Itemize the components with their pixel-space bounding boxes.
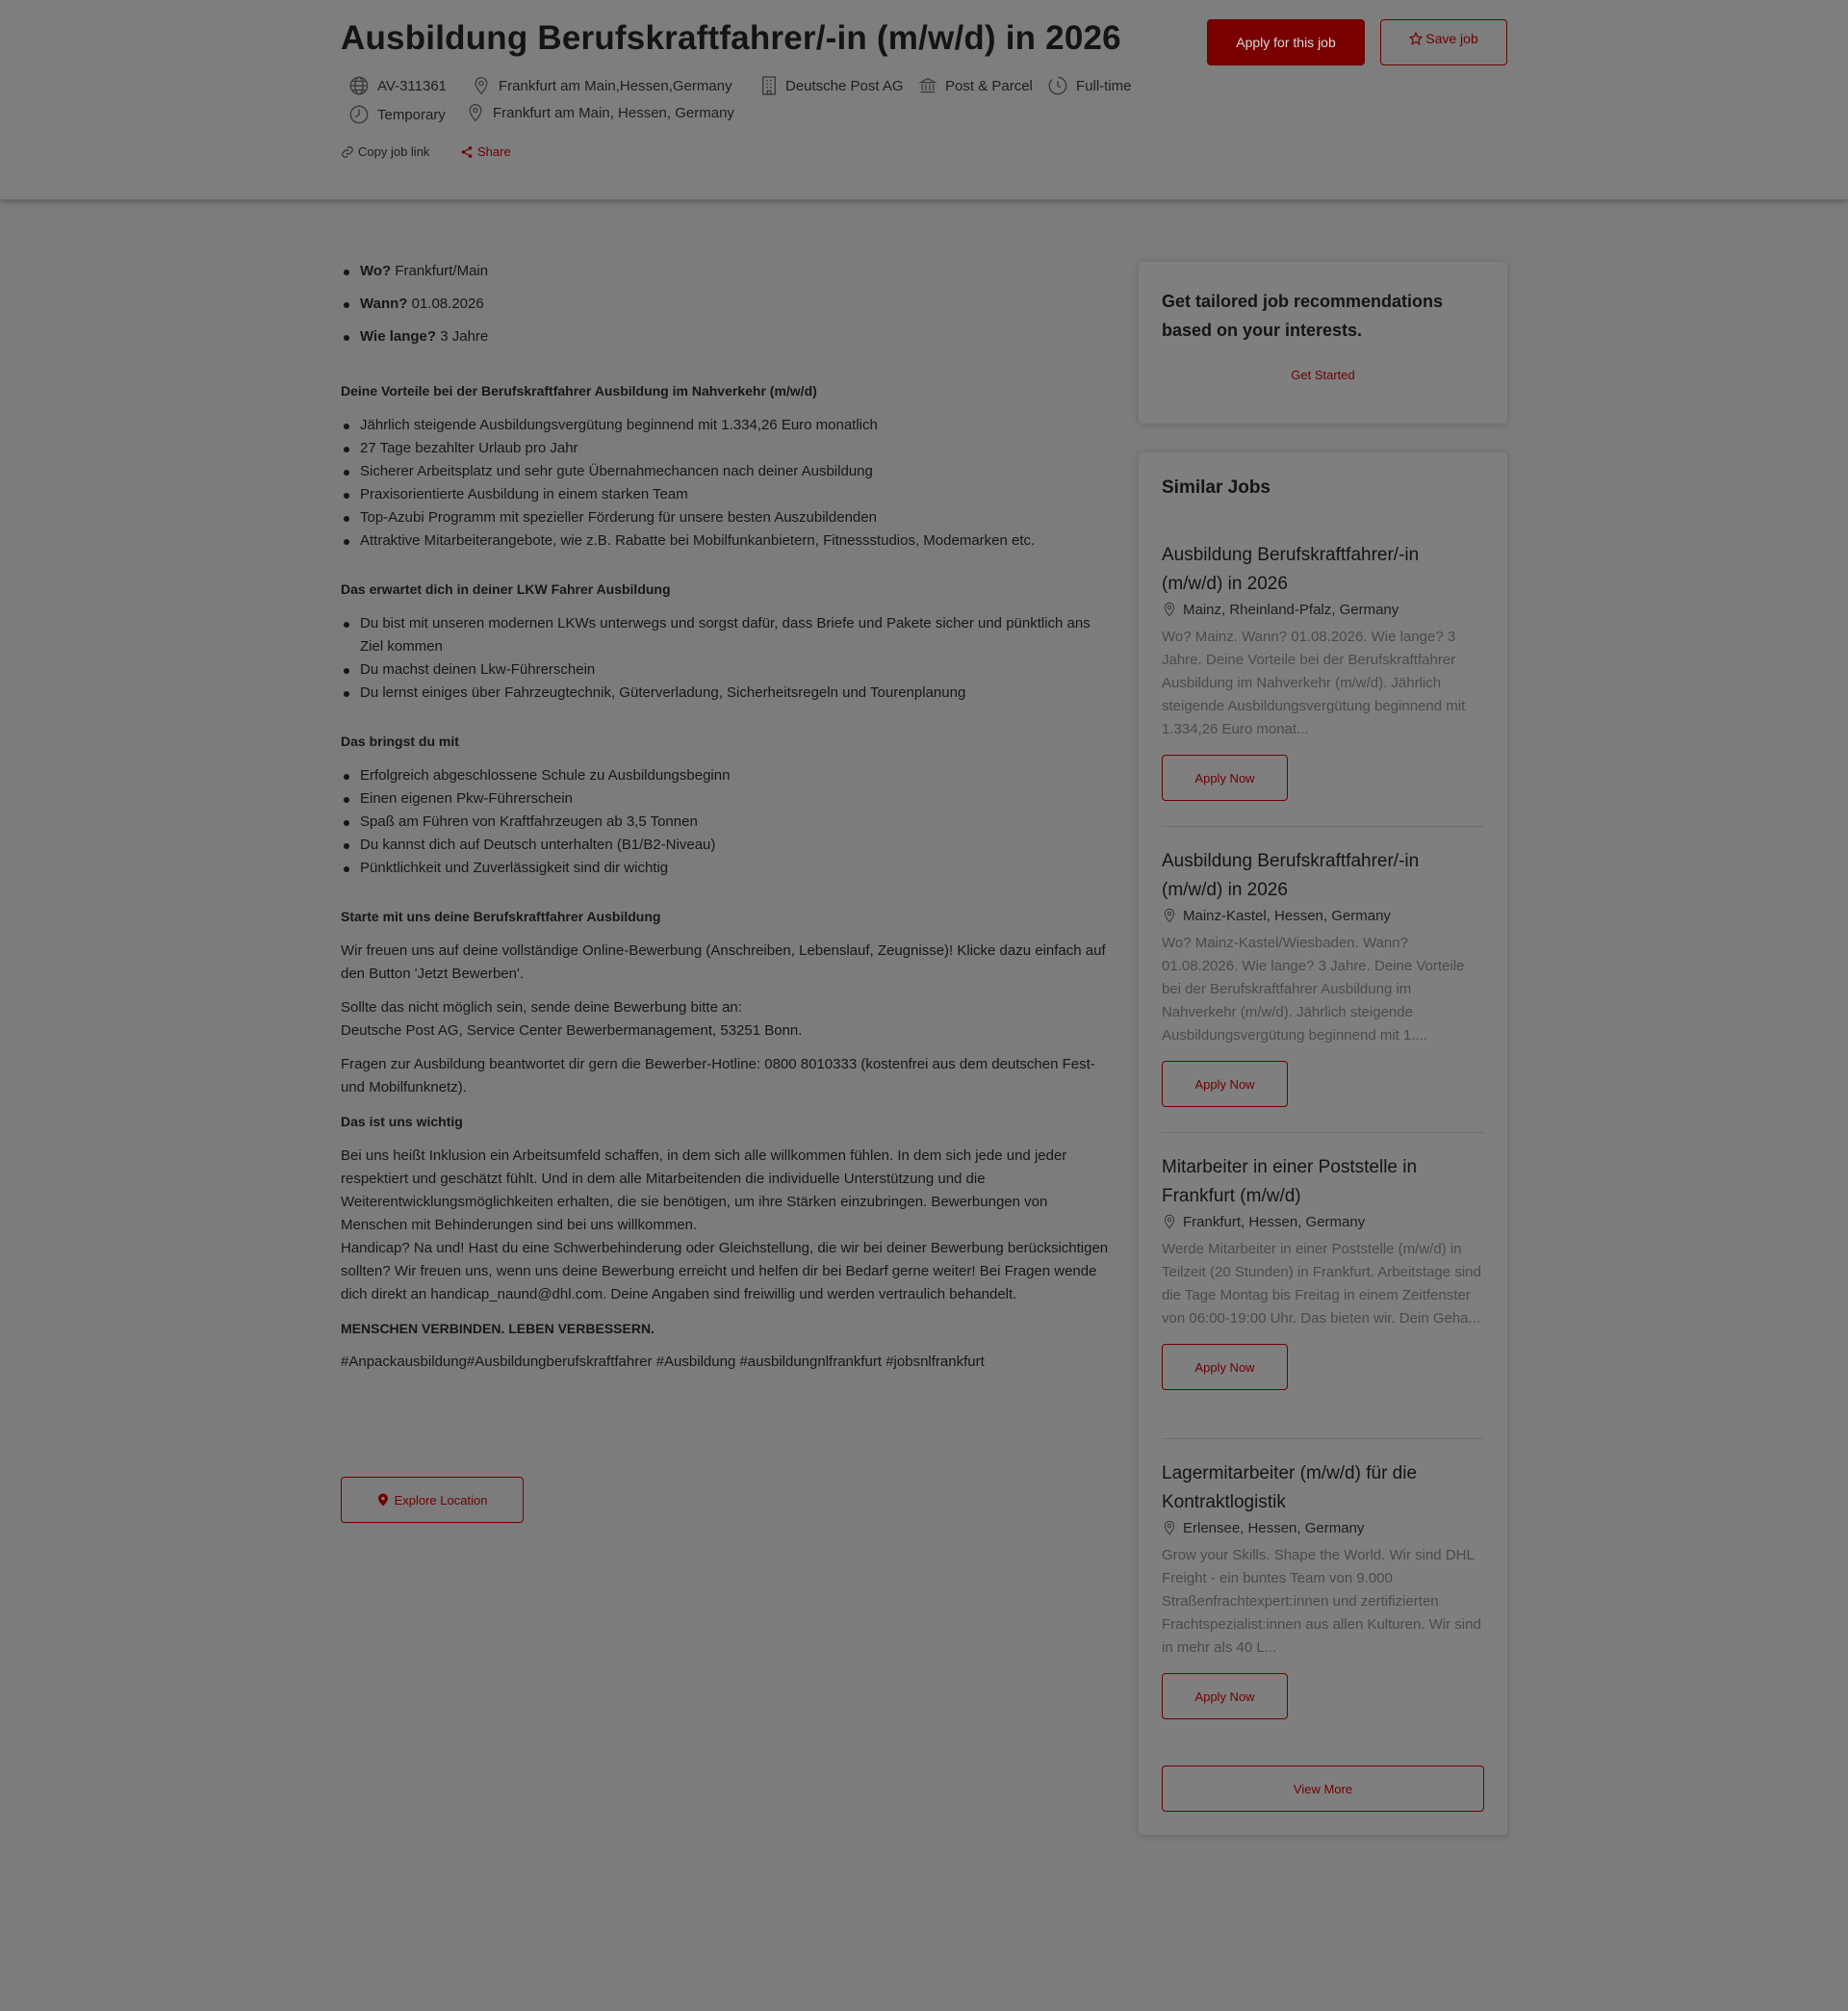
apply-for-job-label: Apply for this job (1236, 35, 1336, 50)
list-item: Du kannst dich auf Deutsch unterhalten (B1/B2-Niveau) (341, 834, 1111, 857)
start-paragraph-hotline: Fragen zur Ausbildung beantwortet dir gern die Bewerber-Hotline: 0800 8010333 (kostenfrei aus dem deutschen Fest- und Mobilfunknetz). (341, 1056, 1095, 1096)
copy-job-link-label: Copy job link (358, 144, 430, 159)
important-heading: Das ist uns wichtig (341, 1114, 463, 1129)
list-item: Attraktive Mitarbeiterangebote, wie z.B. Rabatte bei Mobilfunkanbietern, Fitnessstudios, Modemarken etc. (341, 529, 1111, 553)
list-item: Sicherer Arbeitsplatz und sehr gute Übernahmechancen nach deiner Ausbildung (341, 460, 1111, 483)
job-header (0, 0, 1848, 200)
similar-jobs-title: Similar Jobs (1162, 477, 1270, 498)
location-pin-icon (1162, 1519, 1177, 1536)
important-paragraph-handicap: Handicap? Na und! Hast du eine Schwerbehinderung oder Gleichstellung, die wir bei deiner Bewerbung berücksichtigen sollten? Wir freuen uns, wenn uns deine Bewerbung erreicht und helfen dir bei Bedarf gerne weiter! Bei Fragen wende dich direkt an handicap_naund@dhl.com. Deine Angaben sind freiwillig und werden vertraulich behandelt. (341, 1240, 1109, 1302)
job-description (341, 260, 1111, 1374)
similar-job-location: Mainz, Rheinland-Pfalz, Germany (1162, 601, 1484, 618)
bring-list (341, 764, 1111, 880)
map-pin-icon (377, 1493, 389, 1507)
timer-icon (348, 104, 370, 125)
location-full-text: Frankfurt am Main, Hessen, Germany (493, 104, 734, 121)
copy-job-link[interactable] (341, 144, 429, 159)
recommendation-title: Get tailored job recommendations based on your interests. (1162, 292, 1444, 340)
share-link[interactable] (460, 144, 511, 159)
similar-job-item (1162, 847, 1484, 1107)
similar-job-location: Frankfurt, Hessen, Germany (1162, 1213, 1484, 1230)
important-paragraph-inclusion: Bei uns heißt Inklusion ein Arbeitsumfeld schaffen, in dem sich alle willkommen fühlen. In dem sich jede und jeder respektiert und geschätzt fühlt. Und in dem alle Mitarbeitenden die individuelle Unterstützung und die Weiterentwicklungsmöglichkeiten erhalten, die sie benötigen, um ihre Stärken einzubringen. Bewerbungen von Menschen mit Behinderungen sind bei uns willkommen. (341, 1147, 1067, 1233)
similar-job-title[interactable]: Ausbildung Berufskraftfahrer/-in (m/w/d) in 2026 (1162, 851, 1420, 900)
list-item: Top-Azubi Programm mit spezieller Förderung für unsere besten Auszubildenden (341, 506, 1111, 529)
building-icon (760, 75, 778, 96)
list-item: Praxisorientierte Ausbildung in einem starken Team (341, 483, 1111, 506)
globe-icon (348, 75, 370, 96)
meta-contract (348, 104, 446, 125)
contract-text: Temporary (377, 106, 446, 123)
location-short-text: Frankfurt am Main,Hessen,Germany (499, 77, 732, 94)
location-pin-icon (1162, 907, 1177, 924)
start-paragraph-apply: Wir freuen uns auf deine vollständige Online-Bewerbung (Anschreiben, Lebenslauf, Zeugnisse)! Klicke dazu einfach auf den Button 'Jetzt Bewerben'. (341, 942, 1106, 982)
hashtags: #Anpackausbildung#Ausbildungberufskraftfahrer #Ausbildung #ausbildungnlfrankfurt #jobsnlfrankfurt (341, 1354, 985, 1370)
slogan: MENSCHEN VERBINDEN. LEBEN VERBESSERN. (341, 1321, 654, 1336)
save-job-label: Save job (1425, 31, 1478, 46)
benefits-list (341, 414, 1111, 553)
list-item: Jährlich steigende Ausbildungsvergütung beginnend mit 1.334,26 Euro monatlich (341, 414, 1111, 437)
list-item: Du bist mit unseren modernen LKWs unterwegs und sorgst dafür, dass Briefe und Pakete sicher und pünktlich ans Ziel kommen (341, 612, 1111, 658)
location-pin-icon (466, 102, 485, 123)
similar-job-item (1162, 1153, 1484, 1390)
meta-location-short (472, 75, 732, 96)
benefits-heading: Deine Vorteile bei der Berufskraftfahrer Ausbildung im Nahverkehr (m/w/d) (341, 383, 817, 399)
job-id-text: AV-311361 (377, 77, 448, 94)
clock-icon (1047, 75, 1068, 96)
view-more-button[interactable]: View More (1162, 1766, 1484, 1812)
save-job-button[interactable] (1380, 19, 1507, 65)
institution-icon (918, 75, 937, 96)
similar-jobs-card (1139, 452, 1507, 1835)
list-item: Du lernst einiges über Fahrzeugtechnik, Güterverladung, Sicherheitsregeln und Tourenplanung (341, 682, 1111, 705)
schedule-text: Full-time (1076, 77, 1132, 94)
get-started-link[interactable]: Get Started (1291, 368, 1355, 382)
divider (1162, 826, 1484, 827)
expect-heading: Das erwartet dich in deiner LKW Fahrer Ausbildung (341, 581, 671, 597)
start-heading: Starte mit uns deine Berufskraftfahrer Ausbildung (341, 909, 661, 924)
list-item: Pünktlichkeit und Zuverlässigkeit sind dir wichtig (341, 857, 1111, 880)
similar-job-description: Wo? Mainz-Kastel/Wiesbaden. Wann? 01.08.2026. Wie lange? 3 Jahre. Deine Vorteile bei der Berufskraftfahrer Ausbildung im Nahverkehr (m/w/d). Jährlich steigende Ausbildungsvergütung beginnend mit 1.... (1162, 935, 1465, 1044)
similar-job-title[interactable]: Mitarbeiter in einer Poststelle in Frankfurt (m/w/d) (1162, 1157, 1418, 1206)
similar-job-location: Erlensee, Hessen, Germany (1162, 1519, 1484, 1536)
link-icon (341, 145, 354, 159)
page-title: Ausbildung Berufskraftfahrer/-in (m/w/d) in 2026 (341, 19, 1121, 57)
list-item: Du machst deinen Lkw-Führerschein (341, 658, 1111, 682)
location-pin-icon (1162, 1213, 1177, 1230)
start-paragraph-address: Sollte das nicht möglich sein, sende deine Bewerbung bitte an: Deutsche Post AG, Service Center Bewerbermanagement, 53251 Bonn. (341, 999, 803, 1039)
similar-job-title[interactable]: Ausbildung Berufskraftfahrer/-in (m/w/d) in 2026 (1162, 545, 1420, 594)
meta-schedule (1047, 75, 1132, 96)
intro-item-duration: Wie lange? 3 Jahre (341, 325, 1111, 348)
divider (1162, 1438, 1484, 1439)
star-icon (1409, 32, 1423, 45)
apply-now-button[interactable]: Apply Now (1162, 1061, 1288, 1107)
company-text: Deutsche Post AG (785, 77, 904, 94)
intro-item-where: Wo? Frankfurt/Main (341, 260, 1111, 283)
meta-company (760, 75, 904, 96)
expect-list (341, 612, 1111, 705)
explore-location-button[interactable] (341, 1477, 524, 1523)
list-item: Einen eigenen Pkw-Führerschein (341, 787, 1111, 811)
explore-location-label: Explore Location (394, 1492, 488, 1508)
apply-for-job-button[interactable] (1207, 19, 1365, 65)
bring-heading: Das bringst du mit (341, 734, 459, 749)
similar-job-location: Mainz-Kastel, Hessen, Germany (1162, 907, 1484, 924)
intro-list (341, 260, 1111, 348)
meta-job-id (348, 75, 447, 96)
similar-job-item (1162, 541, 1484, 801)
apply-now-button[interactable]: Apply Now (1162, 755, 1288, 801)
list-item: 27 Tage bezahlter Urlaub pro Jahr (341, 437, 1111, 460)
similar-job-description: Werde Mitarbeiter in einer Poststelle (m/w/d) in Teilzeit (20 Stunden) in Frankfurt. Arbeitstage sind die Tage Montag bis Freitag in einem Zeitfenster von 06:00-19:00 Uhr. Das bieten wir. Dein Geha... (1162, 1241, 1481, 1327)
apply-now-button[interactable]: Apply Now (1162, 1673, 1288, 1719)
share-icon (460, 145, 474, 159)
list-item: Spaß am Führen von Kraftfahrzeugen ab 3,5 Tonnen (341, 811, 1111, 834)
share-label: Share (477, 144, 511, 159)
similar-job-item (1162, 1459, 1484, 1719)
location-pin-icon (472, 75, 491, 96)
apply-now-button[interactable]: Apply Now (1162, 1344, 1288, 1390)
intro-item-when: Wann? 01.08.2026 (341, 293, 1111, 316)
division-text: Post & Parcel (945, 77, 1033, 94)
divider (1162, 1132, 1484, 1133)
similar-job-description: Wo? Mainz. Wann? 01.08.2026. Wie lange? 3 Jahre. Deine Vorteile bei der Berufskraftfahrer Ausbildung im Nahverkehr (m/w/d). Jährlich steigende Ausbildungsvergütung beginnend mit 1.334,26 Euro monat... (1162, 629, 1466, 737)
recommendation-card (1139, 262, 1507, 424)
similar-job-title[interactable]: Lagermitarbeiter (m/w/d) für die Kontraktlogistik (1162, 1463, 1418, 1512)
location-pin-icon (1162, 601, 1177, 618)
meta-division (918, 75, 1033, 96)
similar-job-description: Grow your Skills. Shape the World. Wir sind DHL Freight - ein buntes Team von 9.000 Straßenfrachtexpert:innen und zertifizierten Frachtspezialist:innen aus allen Kulturen. Wir sind in mehr als 40 L... (1162, 1547, 1481, 1656)
list-item: Erfolgreich abgeschlossene Schule zu Ausbildungsbeginn (341, 764, 1111, 787)
meta-location-full (466, 102, 734, 123)
